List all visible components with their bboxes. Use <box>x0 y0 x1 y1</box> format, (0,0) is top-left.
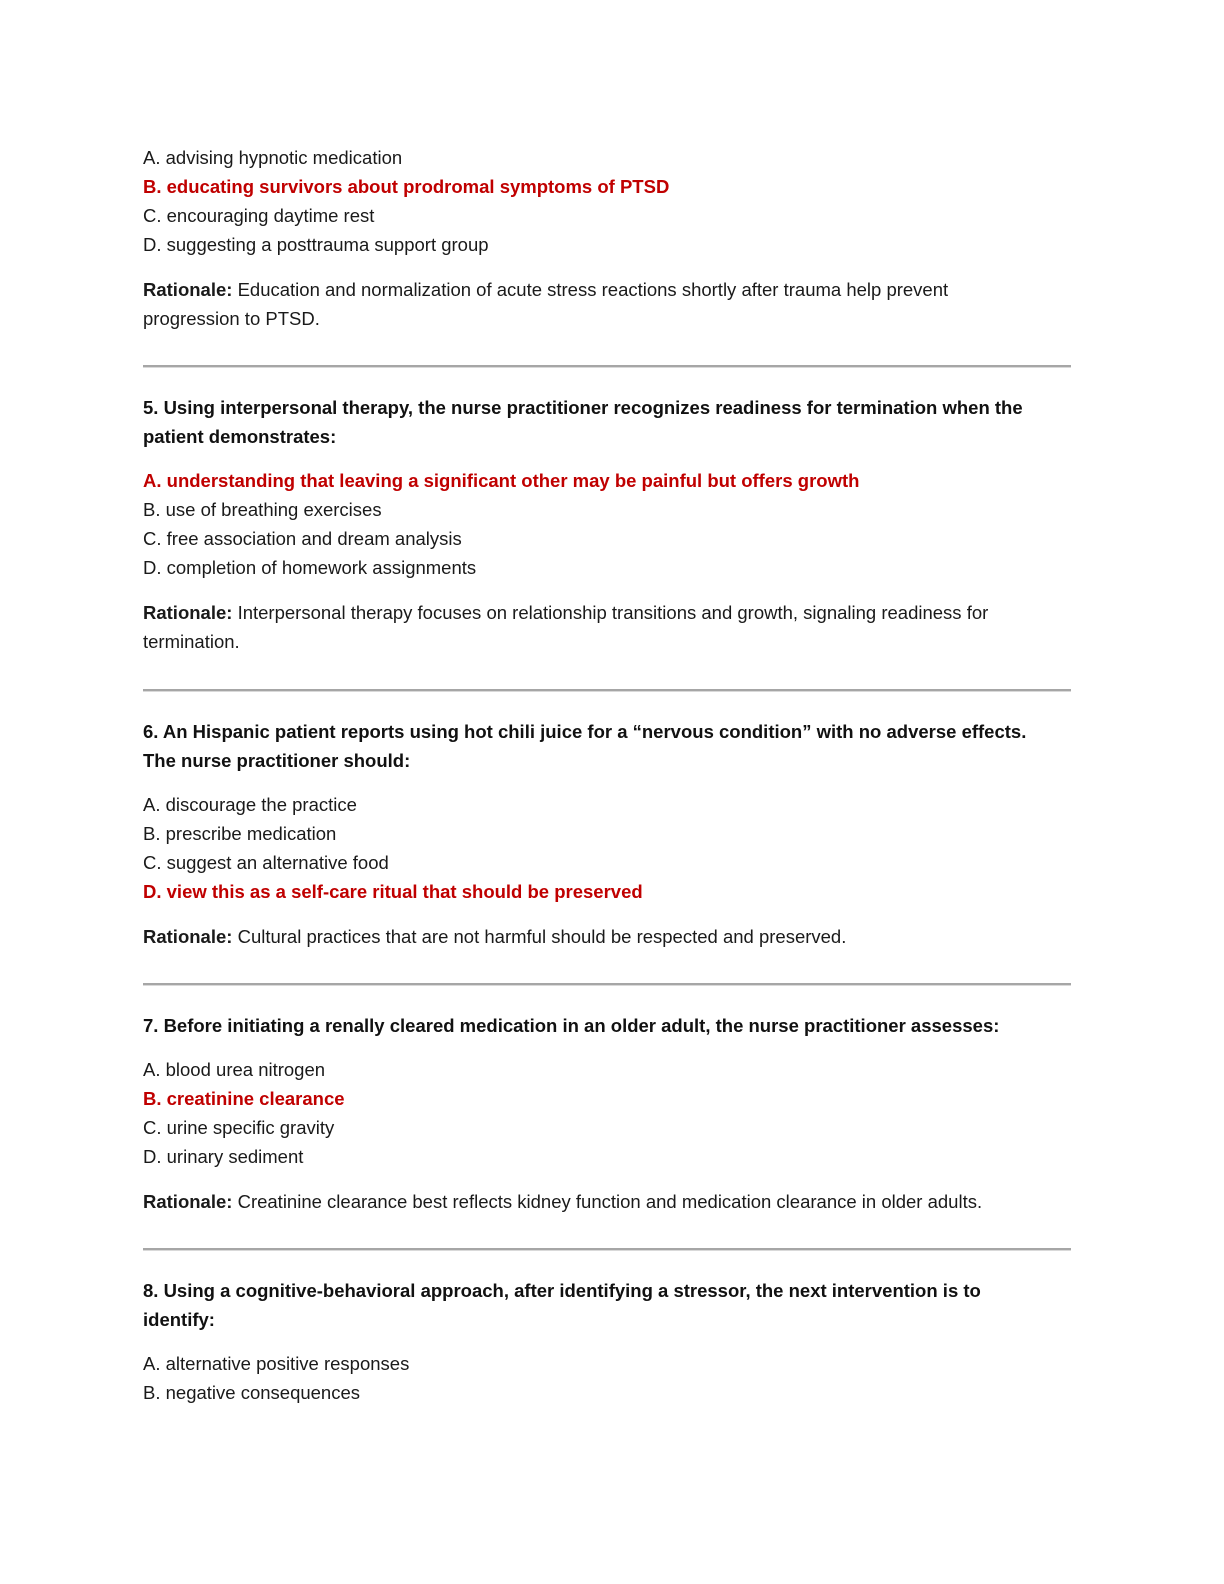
rationale <box>143 922 1071 951</box>
stem-line: 7. Before initiating a renally cleared medication in an older adult, the nurse practitioner assesses: <box>143 1015 1000 1036</box>
option-c: C. urine specific gravity <box>143 1117 335 1138</box>
question-6 <box>143 717 1071 951</box>
option-c: C. encouraging daytime rest <box>143 205 375 226</box>
stem-line: patient demonstrates: <box>143 426 337 447</box>
question-stem <box>143 1011 1071 1040</box>
rationale-text: Interpersonal therapy focuses on relationship transitions and growth, signaling readiness for <box>232 602 989 623</box>
rationale-text: Cultural practices that are not harmful should be respected and preserved. <box>232 926 847 947</box>
option-d: D. completion of homework assignments <box>143 557 477 578</box>
stem-line: 8. Using a cognitive-behavioral approach, after identifying a stressor, the next intervention is to <box>143 1280 981 1301</box>
rationale <box>143 1187 1071 1216</box>
option-c: C. free association and dream analysis <box>143 528 462 549</box>
rationale-label: Rationale: <box>143 926 233 947</box>
option-a: A. discourage the practice <box>143 794 357 815</box>
question-5 <box>143 393 1071 656</box>
stem-line: 6. An Hispanic patient reports using hot chili juice for a “nervous condition” with no adverse effects. <box>143 721 1027 742</box>
rationale-text-cont: progression to PTSD. <box>143 308 320 329</box>
rationale-label: Rationale: <box>143 1191 233 1212</box>
option-b: B. negative consequences <box>143 1382 361 1403</box>
rationale-text: Education and normalization of acute stress reactions shortly after trauma help prevent <box>232 279 949 300</box>
divider <box>143 365 1071 368</box>
stem-line: The nurse practitioner should: <box>143 750 411 771</box>
rationale <box>143 275 1071 333</box>
document-page <box>143 143 1071 1407</box>
question-4 <box>143 143 1071 333</box>
option-b-correct: B. creatinine clearance <box>143 1088 345 1109</box>
rationale-text-cont: termination. <box>143 631 240 652</box>
question-7 <box>143 1011 1071 1216</box>
option-c: C. suggest an alternative food <box>143 852 389 873</box>
option-a: A. advising hypnotic medication <box>143 147 403 168</box>
question-stem <box>143 1276 1071 1334</box>
rationale-label: Rationale: <box>143 279 233 300</box>
option-d: D. suggesting a posttrauma support group <box>143 234 489 255</box>
rationale-label: Rationale: <box>143 602 233 623</box>
stem-line: 5. Using interpersonal therapy, the nurse practitioner recognizes readiness for termination when the <box>143 397 1023 418</box>
question-stem <box>143 717 1071 775</box>
question-stem <box>143 393 1071 451</box>
rationale-text: Creatinine clearance best reflects kidney function and medication clearance in older adults. <box>232 1191 983 1212</box>
option-a: A. alternative positive responses <box>143 1353 410 1374</box>
divider <box>143 689 1071 692</box>
option-d-correct: D. view this as a self-care ritual that should be preserved <box>143 881 643 902</box>
option-b-correct: B. educating survivors about prodromal symptoms of PTSD <box>143 176 670 197</box>
divider <box>143 983 1071 986</box>
option-a: A. blood urea nitrogen <box>143 1059 326 1080</box>
option-b: B. use of breathing exercises <box>143 499 382 520</box>
divider <box>143 1248 1071 1251</box>
stem-line: identify: <box>143 1309 215 1330</box>
option-a-correct: A. understanding that leaving a significant other may be painful but offers growth <box>143 470 860 491</box>
option-b: B. prescribe medication <box>143 823 337 844</box>
rationale <box>143 598 1071 656</box>
question-8 <box>143 1276 1071 1407</box>
option-d: D. urinary sediment <box>143 1146 304 1167</box>
